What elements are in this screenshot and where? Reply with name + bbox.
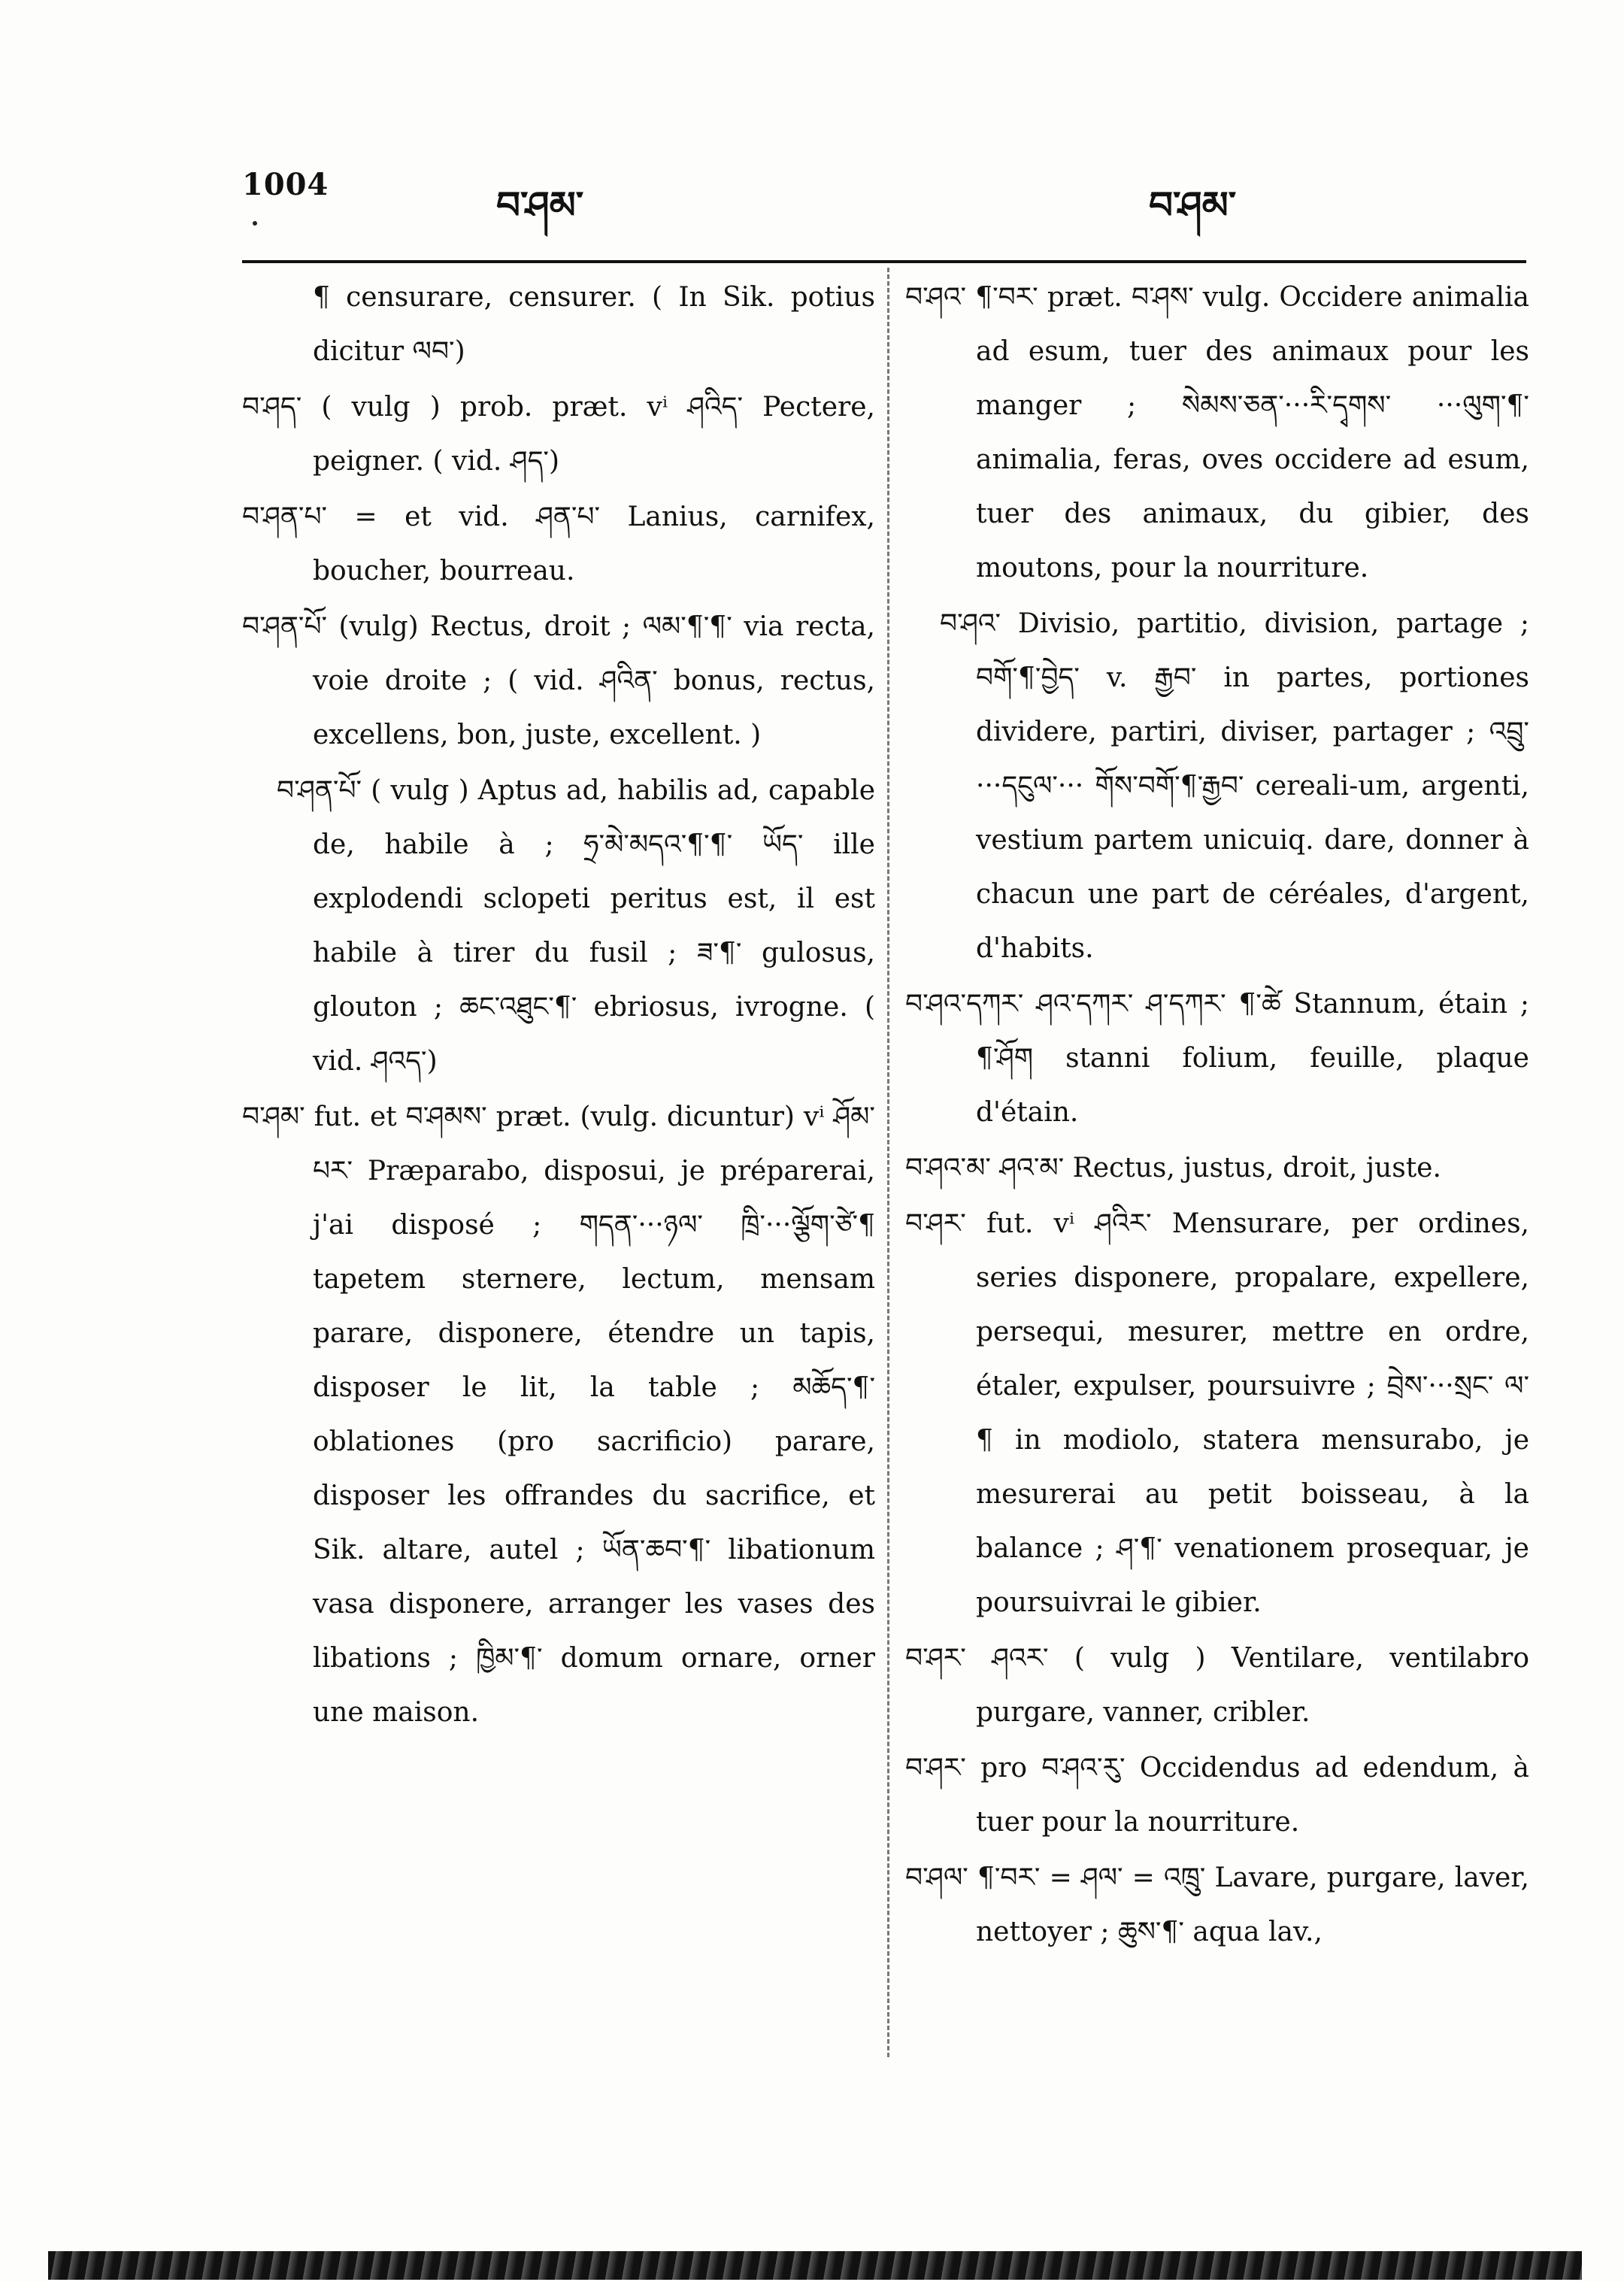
dictionary-entry: བ་ཤར་ ཤའར་ ( vulg ) Ventilare, ventilabro purgare, vanner, cribler. [905,1643,1529,1728]
running-head-right: བ་ཤམ་ [1149,183,1237,227]
left-column [242,271,875,1740]
dictionary-entry: བ་ཤའ་མ་ ཤའ་མ་ Rectus, justus, droit, juste. [905,1153,1441,1183]
dictionary-entry: བ་ཤན་པོ་ (vulg) Rectus, droit ; ལམ་¶་¶་ via recta, voie droite ; ( vid. ཤའིན་ bonus, rectus, excellens, bon, juste, excellent. ) [242,611,875,750]
dictionary-entry: བ་ཤན་པ་ = et vid. ཤན་པ་ Lanius, carnifex, boucher, bourreau. [242,502,875,586]
running-head-left: བ་ཤམ་ [496,183,584,227]
dictionary-entry: བ་ཤམ་ fut. et བ་ཤམས་ præt. (vulg. dicuntur) vⁱ ཤོམ་པར་ Præparabo, disposui, je préparerai, j'ai disposé ; གདན་···ཉལ་ ཁྲི་···ལྕོག་ཙེ་¶ tapetem sternere, lectum, mensam parare, disponere, étendre un tapis, disposer le lit, la table ; མཆོད་¶་ oblationes (pro sacrificio) parare, disposer les offrandes du sacrifice, et Sik. altare, autel ; ཡོན་ཆབ་¶་ libationum vasa disponere, arranger les vases des libations ; ཁྱིམ་¶་ domum ornare, orner une maison. [242,1102,875,1728]
dictionary-entry: བ་ཤའ་དཀར་ ཤའ་དཀར་ ཤ་དཀར་ ¶་ཚེ Stannum, étain ; ¶་ཤོག stanni folium, feuille, plaque d'étain. [905,989,1529,1128]
scan-edge-band [48,2251,1582,2280]
dictionary-entry: ¶ censurare, censurer. ( In Sik. potius dicitur ལབ་) [313,282,875,367]
column-divider [887,268,889,2057]
dictionary-entry: བ་ཤའ་ Divisio, partitio, division, partage ; བགོ་¶་བྱེད་ v. རྒྱབ་ in partes, portiones dividere, partiri, diviser, partager ; འབྲུ་···དངུལ་··· གོས་བགོ་¶་རྒྱབ་ cereali-um, argenti, vestium partem unicuiq. dare, donner à chacun une part de céréales, d'argent, d'habits. [940,608,1529,964]
dictionary-entry: བ་ཤའ་ ¶་བར་ præt. བ་ཤས་ vulg. Occidere animalia ad esum, tuer des animaux pour les manger ; སེམས་ཅན་···རི་དྭགས་ ···ལུག་¶་ animalia, feras, oves occidere ad esum, tuer des animaux, du gibier, des moutons, pour la nourriture. [905,282,1529,583]
header-rule [242,260,1526,263]
dictionary-entry: བ་ཤར་ pro བ་ཤའ་རུ་ Occidendus ad edendum, à tuer pour la nourriture. [905,1753,1529,1838]
right-column [905,271,1529,1959]
dictionary-entry: བ་ཤན་པོ་ ( vulg ) Aptus ad, habilis ad, capable de, habile à ; ཧྲ་མེ་མདའ་¶་¶་ ཡོད་ ille explodendi sclopeti peritus est, il est habile à tirer du fusil ; ཟ་¶་ gulosus, glouton ; ཆང་འཐུང་¶་ ebriosus, ivrogne. ( vid. ཤའད་) [277,775,875,1077]
page-number: 1004 [242,167,329,202]
dictionary-entry: བ་ཤད་ ( vulg ) prob. præt. vⁱ ཤའིད་ Pectere, peigner. ( vid. ཤད་) [242,392,875,477]
dictionary-entry: བ་ཤལ་ ¶་བར་ = ཤལ་ = འཁྲུ་ Lavare, purgare, laver, nettoyer ; ཆུས་¶་ aqua lav., [905,1862,1529,1947]
dictionary-entry: བ་ཤར་ fut. vⁱ ཤའིར་ Mensurare, per ordines, series disponere, propalare, expellere, persequi, mesurer, mettre en ordre, étaler, expulser, poursuivre ; བྲེས་···སྲང་ ལ་¶ in modiolo, statera mensurabo, je mesurerai au petit boisseau, à la balance ; ཤ་¶་ venationem prosequar, je poursuivrai le gibier. [905,1208,1529,1618]
ink-dot [253,221,257,226]
